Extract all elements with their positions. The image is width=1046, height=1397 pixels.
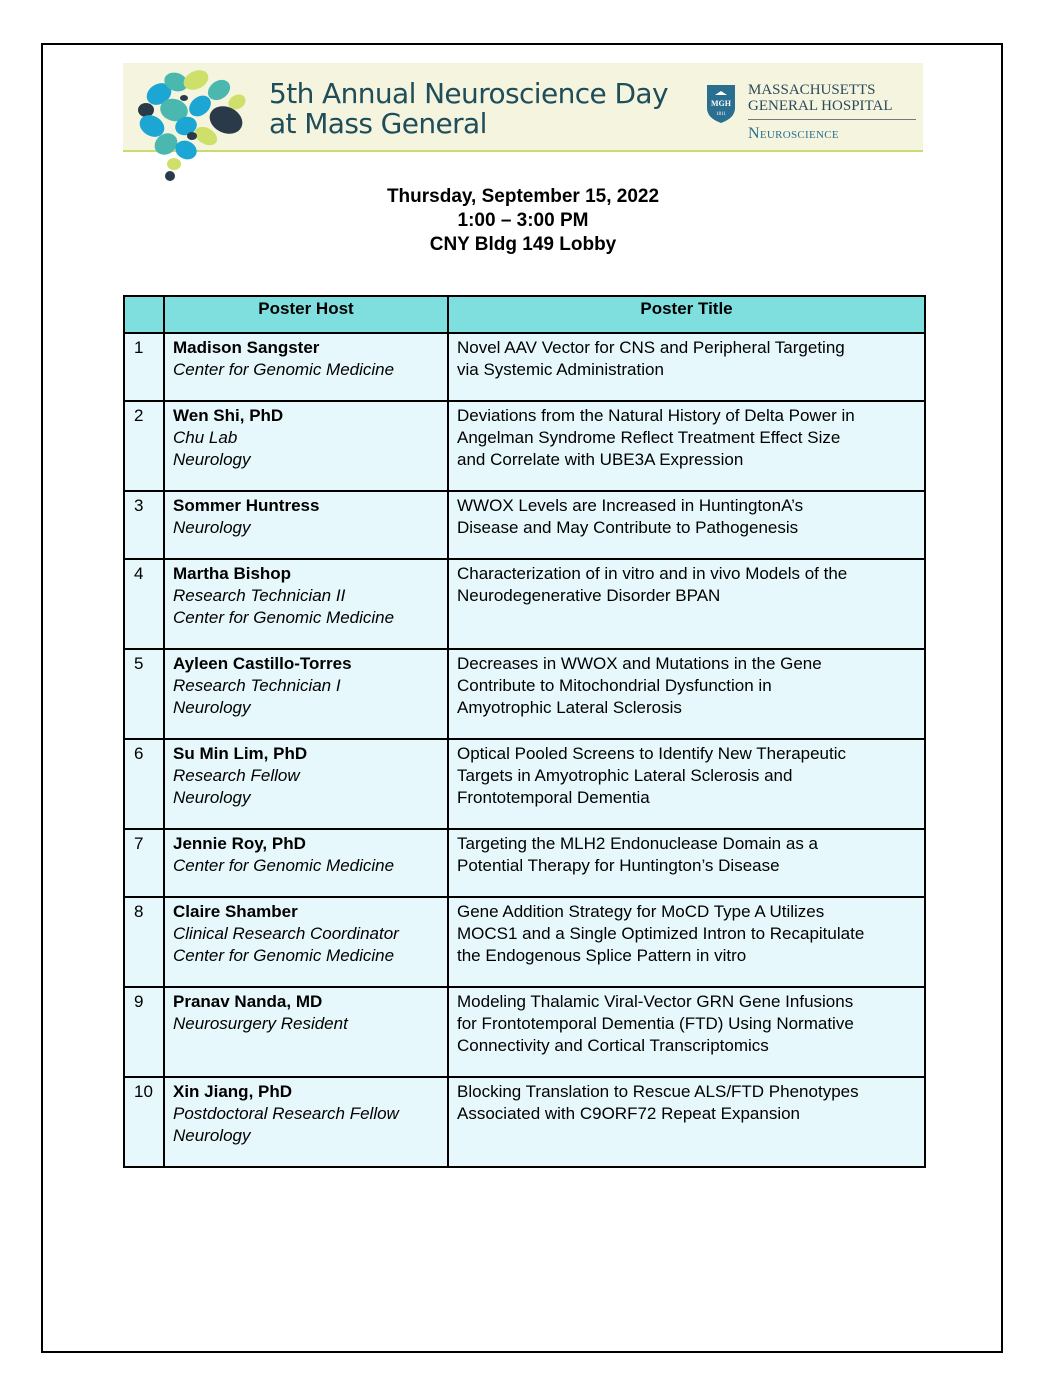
poster-title-cell (448, 987, 925, 1077)
poster-title-line: MOCS1 and a Single Optimized Intron to Recapitulate (457, 924, 865, 943)
host-name: Wen Shi, PhD (173, 406, 284, 425)
poster-title-line: Angelman Syndrome Reflect Treatment Effect Size (457, 428, 841, 447)
poster-title-line: Amyotrophic Lateral Sclerosis (457, 698, 682, 717)
poster-title-cell (448, 739, 925, 829)
poster-host-cell (164, 333, 448, 401)
event-date: Thursday, September 15, 2022 (386, 186, 660, 207)
host-affiliation: Center for Genomic Medicine (173, 856, 395, 875)
poster-host-cell (164, 897, 448, 987)
poster-title-cell (448, 829, 925, 897)
table-row (124, 333, 925, 401)
poster-host-cell (164, 829, 448, 897)
poster-title-cell (448, 491, 925, 559)
table-header-row (124, 296, 925, 333)
poster-host-cell (164, 649, 448, 739)
poster-number: 8 (124, 897, 164, 987)
poster-number: 1 (124, 333, 164, 401)
poster-title-line: Connectivity and Cortical Transcriptomics (457, 1036, 769, 1055)
poster-title-line: Characterization of in vitro and in vivo Models of the (457, 564, 848, 583)
poster-title-cell (448, 1077, 925, 1167)
poster-title-cell (448, 401, 925, 491)
poster-title-line: Gene Addition Strategy for MoCD Type A Utilizes (457, 902, 825, 921)
poster-table-body (124, 333, 925, 1167)
poster-title-line: Targets in Amyotrophic Lateral Sclerosis and (457, 766, 793, 785)
poster-title-line: Novel AAV Vector for CNS and Peripheral Targeting (457, 338, 845, 357)
poster-title-line: for Frontotemporal Dementia (FTD) Using Normative (457, 1014, 854, 1033)
host-name: Claire Shamber (173, 902, 298, 921)
table-row (124, 401, 925, 491)
host-affiliation: Neurology (173, 518, 251, 537)
host-name: Pranav Nanda, MD (173, 992, 323, 1011)
poster-table (123, 295, 926, 1168)
host-affiliation: Research Technician II (173, 586, 346, 605)
host-affiliation: Research Technician I (173, 676, 341, 695)
host-affiliation: Neurosurgery Resident (173, 1014, 348, 1033)
neuron-tree-logo-icon (134, 66, 254, 184)
column-header-number (124, 296, 164, 333)
host-affiliation: Neurology (173, 450, 251, 469)
mgh-logo (706, 82, 916, 146)
poster-number: 10 (124, 1077, 164, 1167)
poster-host-cell (164, 491, 448, 559)
poster-title-line: Blocking Translation to Rescue ALS/FTD Phenotypes (457, 1082, 859, 1101)
mgh-shield-year: 1811 (716, 112, 726, 117)
host-affiliation: Clinical Research Coordinator (173, 924, 399, 943)
event-title (269, 79, 668, 139)
poster-title-line: Neurodegenerative Disorder BPAN (457, 586, 721, 605)
poster-title-line: Optical Pooled Screens to Identify New Therapeutic (457, 744, 847, 763)
event-details (0, 185, 1046, 257)
poster-title-line: Decreases in WWOX and Mutations in the Gene (457, 654, 822, 673)
poster-title-line: Disease and May Contribute to Pathogenesis (457, 518, 799, 537)
poster-number: 7 (124, 829, 164, 897)
poster-host-cell (164, 559, 448, 649)
poster-title-line: Contribute to Mitochondrial Dysfunction in (457, 676, 772, 695)
poster-title-line: via Systemic Administration (457, 360, 664, 379)
table-row (124, 559, 925, 649)
poster-number: 9 (124, 987, 164, 1077)
host-name: Ayleen Castillo-Torres (173, 654, 352, 673)
poster-title-line: Frontotemporal Dementia (457, 788, 650, 807)
host-affiliation: Neurology (173, 788, 251, 807)
host-name: Martha Bishop (173, 564, 292, 583)
table-row (124, 649, 925, 739)
column-header-host: Poster Host (164, 296, 448, 333)
table-row (124, 987, 925, 1077)
poster-title-line: Modeling Thalamic Viral-Vector GRN Gene Infusions (457, 992, 854, 1011)
poster-number: 4 (124, 559, 164, 649)
poster-host-cell (164, 401, 448, 491)
mgh-org-line1: MASSACHUSETTS (748, 82, 876, 98)
poster-title-line: the Endogenous Splice Pattern in vitro (457, 946, 747, 965)
poster-title-line: WWOX Levels are Increased in HuntingtonA’s (457, 496, 804, 515)
poster-title-cell (448, 333, 925, 401)
mgh-department: Neuroscience (748, 125, 839, 142)
event-location: CNY Bldg 149 Lobby (429, 234, 617, 255)
host-name: Su Min Lim, PhD (173, 744, 308, 763)
mgh-shield-icon (706, 84, 736, 124)
event-time: 1:00 – 3:00 PM (457, 210, 589, 231)
mgh-divider (748, 119, 916, 120)
table-row (124, 897, 925, 987)
poster-number: 2 (124, 401, 164, 491)
poster-title-line: Potential Therapy for Huntington’s Disease (457, 856, 780, 875)
mgh-org-line2: GENERAL HOSPITAL (748, 98, 893, 114)
host-name: Jennie Roy, PhD (173, 834, 306, 853)
event-title-line2: at Mass General (269, 107, 487, 140)
host-affiliation: Chu Lab (173, 428, 238, 447)
poster-host-cell (164, 1077, 448, 1167)
host-affiliation: Neurology (173, 1126, 251, 1145)
host-name: Sommer Huntress (173, 496, 320, 515)
table-row (124, 491, 925, 559)
poster-number: 3 (124, 491, 164, 559)
poster-title-line: Associated with C9ORF72 Repeat Expansion (457, 1104, 801, 1123)
host-affiliation: Postdoctoral Research Fellow (173, 1104, 399, 1123)
host-affiliation: Center for Genomic Medicine (173, 946, 395, 965)
host-affiliation: Center for Genomic Medicine (173, 608, 395, 627)
poster-number: 6 (124, 739, 164, 829)
host-affiliation: Neurology (173, 698, 251, 717)
poster-host-cell (164, 987, 448, 1077)
table-row (124, 829, 925, 897)
poster-title-cell (448, 897, 925, 987)
table-row (124, 1077, 925, 1167)
mgh-org-name (748, 82, 893, 114)
host-name: Madison Sangster (173, 338, 320, 357)
poster-title-line: and Correlate with UBE3A Expression (457, 450, 744, 469)
host-affiliation: Research Fellow (173, 766, 300, 785)
poster-number: 5 (124, 649, 164, 739)
poster-title-line: Targeting the MLH2 Endonuclease Domain as a (457, 834, 818, 853)
host-affiliation: Center for Genomic Medicine (173, 360, 395, 379)
host-name: Xin Jiang, PhD (173, 1082, 293, 1101)
mgh-shield-text: MGH (711, 99, 731, 108)
poster-host-cell (164, 739, 448, 829)
poster-title-cell (448, 649, 925, 739)
column-header-title: Poster Title (448, 296, 925, 333)
event-title-line1: 5th Annual Neuroscience Day (269, 77, 668, 110)
poster-title-line: Deviations from the Natural History of Delta Power in (457, 406, 855, 425)
poster-title-cell (448, 559, 925, 649)
table-row (124, 739, 925, 829)
